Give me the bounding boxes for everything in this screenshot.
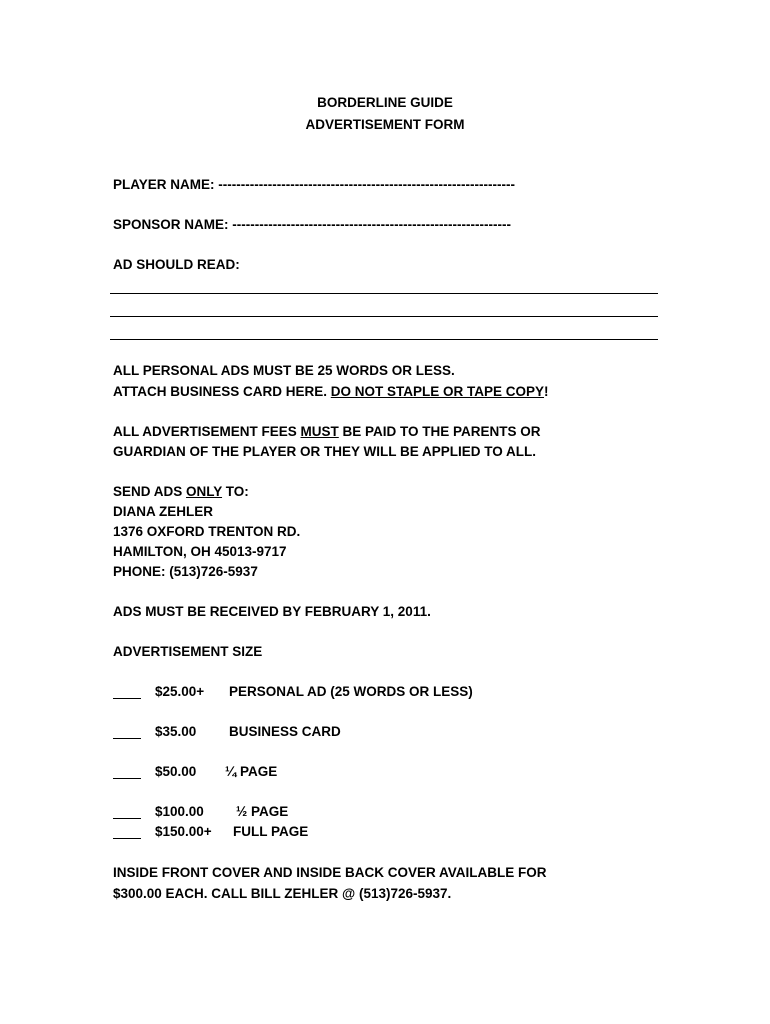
size-option xyxy=(155,764,277,779)
size-option xyxy=(155,684,473,699)
size-label: BUSINESS CARD xyxy=(229,724,341,739)
document-subtitle: ADVERTISEMENT FORM xyxy=(305,117,465,132)
size-option xyxy=(155,804,288,819)
attach-card-end: ! xyxy=(544,384,549,399)
size-label: ½ PAGE xyxy=(236,804,289,819)
size-checkbox-blank[interactable] xyxy=(113,778,141,779)
send-ads-only: ONLY xyxy=(186,484,223,499)
cover-contact-note: $300.00 EACH. CALL BILL ZEHLER @ (513)726-5937. xyxy=(113,886,452,901)
deadline-note: ADS MUST BE RECEIVED BY FEBRUARY 1, 2011. xyxy=(113,604,431,619)
size-checkbox-blank[interactable] xyxy=(113,818,141,819)
attach-card-note xyxy=(113,384,549,399)
fees-text: ALL ADVERTISEMENT FEES xyxy=(113,424,301,439)
fees-note-line-2: GUARDIAN OF THE PLAYER OR THEY WILL BE APPLIED TO ALL. xyxy=(113,444,537,459)
contact-city: HAMILTON, OH 45013-9717 xyxy=(113,544,287,559)
size-checkbox-blank[interactable] xyxy=(113,698,141,699)
document-title: BORDERLINE GUIDE xyxy=(317,95,453,110)
player-name-field[interactable]: PLAYER NAME: ------------------------------------------------------------------ xyxy=(113,177,515,192)
attach-card-text: ATTACH BUSINESS CARD HERE. xyxy=(113,384,331,399)
ad-text-line-3[interactable] xyxy=(110,339,658,340)
fees-must: MUST xyxy=(300,424,339,439)
send-ads-to: TO: xyxy=(222,484,249,499)
size-checkbox-blank[interactable] xyxy=(113,738,141,739)
size-option xyxy=(155,724,341,739)
personal-ad-limit-note: ALL PERSONAL ADS MUST BE 25 WORDS OR LESS. xyxy=(113,363,455,378)
size-label: ¼ PAGE xyxy=(225,764,278,779)
send-ads-heading xyxy=(113,484,249,499)
contact-phone: PHONE: (513)726-5937 xyxy=(113,564,258,579)
ad-text-line-1[interactable] xyxy=(110,293,658,294)
ad-text-line-2[interactable] xyxy=(110,316,658,317)
fees-text-end: BE PAID TO THE PARENTS OR xyxy=(338,424,541,439)
contact-name: DIANA ZEHLER xyxy=(113,504,213,519)
fees-note-line-1 xyxy=(113,424,541,439)
ad-should-read-label: AD SHOULD READ: xyxy=(113,257,240,272)
contact-street: 1376 OXFORD TRENTON RD. xyxy=(113,524,301,539)
size-checkbox-blank[interactable] xyxy=(113,838,141,839)
size-price: $50.00 xyxy=(155,764,197,779)
size-label: PERSONAL AD (25 WORDS OR LESS) xyxy=(229,684,473,699)
size-option xyxy=(155,824,308,839)
size-price: $35.00 xyxy=(155,724,197,739)
cover-availability-note: INSIDE FRONT COVER AND INSIDE BACK COVER AVAILABLE FOR xyxy=(113,865,547,880)
size-label: FULL PAGE xyxy=(233,824,309,839)
sponsor-name-field[interactable]: SPONSOR NAME: -------------------------------------------------------------- xyxy=(113,217,511,232)
no-staple-warning: DO NOT STAPLE OR TAPE COPY xyxy=(330,384,545,399)
size-price: $25.00+ xyxy=(155,684,205,699)
advertisement-size-heading: ADVERTISEMENT SIZE xyxy=(113,644,263,659)
size-price: $150.00+ xyxy=(155,824,212,839)
send-ads-text: SEND ADS xyxy=(113,484,187,499)
size-price: $100.00 xyxy=(155,804,204,819)
